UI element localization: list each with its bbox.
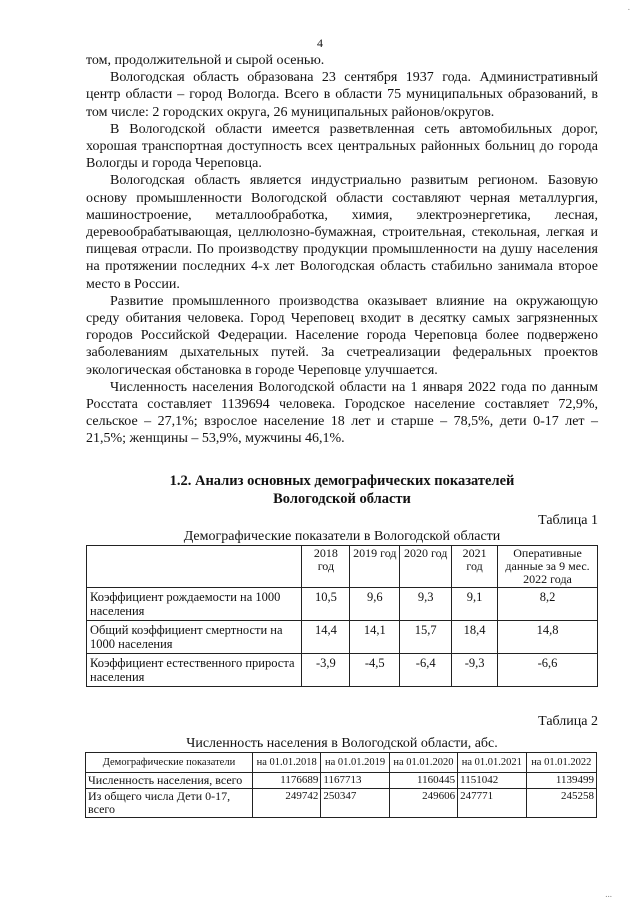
table-cell: 1139499 [526,773,596,789]
population-table [85,752,597,818]
table-cell: -6,6 [498,653,598,686]
table-cell: 1176689 [252,773,320,789]
paragraph-formation: Вологодская область образована 23 сентября 1937 года. Административный центр области – город Вологда. Всего в области 75 муниципальных образований, в том числе: 2 городских округа, 26 муниципальных районов/округов. [86,70,598,120]
table-cell: -9,3 [452,653,498,686]
table-header-cell: на 01.01.2019 [321,753,389,773]
table-header-cell: на 01.01.2021 [458,753,526,773]
table-cell: 249742 [252,789,320,818]
table2-label: Таблица 2 [538,713,598,729]
page-number: 4 [317,36,323,50]
table-header-cell: на 01.01.2022 [526,753,596,773]
row-label: Численность населения, всего [86,773,253,789]
table-row [87,587,598,620]
table1-caption: Демографические показатели в Вологодской области [183,528,501,544]
row-label: Общий коэффициент смертности на 1000 населения [87,620,302,653]
footer-mark: ... [605,889,612,899]
table-header-cell [87,545,302,587]
table-cell: 14,8 [498,620,598,653]
table-cell: 15,7 [400,620,452,653]
paragraph-population: Численность населения Вологодской области на 1 января 2022 года по данным Росстата составляет 1139694 человека. Городское население составляет 72,9%, сельское – 27,1%; взрослое население 18 лет и старше – 78,5%, дети 0-17 лет – 21,5%; женщины – 53,9%, мужчины 46,1%. [86,379,598,447]
table-cell: 10,5 [302,587,350,620]
row-label: Из общего числа Дети 0-17, всего [86,789,253,818]
section-title-line2: Вологодской области [273,490,411,507]
table-header-row [87,545,598,587]
demographic-indicators-table [86,545,598,687]
table-cell: 1167713 [321,773,389,789]
table-cell: 249606 [389,789,457,818]
table-header-cell: на 01.01.2020 [389,753,457,773]
paragraph-environment: Развитие промышленного производства оказывает влияние на окружающую среду обитания человека. Город Череповец входит в десятку самых загрязненных городов Российской Федерации. Население города Череповца более подвержено заболеваниям дыхательных путей. За счетреализации федеральных проектов экологическая обстановка в городе Череповце улучшается. [86,293,598,378]
table-cell: 1160445 [389,773,457,789]
table-row [86,773,597,789]
row-label: Коэффициент естественного прироста населения [87,653,302,686]
table-header-cell: 2019 год [350,545,400,587]
table-cell: 1151042 [458,773,526,789]
corner-mark: . [627,2,630,12]
table-header-row [86,753,597,773]
section-title [86,472,598,508]
table-header-cell: на 01.01.2018 [252,753,320,773]
table-cell: 247771 [458,789,526,818]
table-cell: -4,5 [350,653,400,686]
document-body [86,52,598,818]
table-row [86,789,597,818]
table-cell: 9,6 [350,587,400,620]
row-label: Коэффициент рождаемости на 1000 населения [87,587,302,620]
paragraph-industry: Вологодская область является индустриально развитым регионом. Базовую основу промышленности Вологодской области составляют черная металлургия, машиностроение, металлообработка, химия, электроэнергетика, лесная, деревообрабатывающая, целлюлозно-бумажная, строительная, стекольная, легкая и пищевая отрасли. По производству продукции промышленности на душу населения на протяжении последних 4-х лет Вологодская область стабильно занимала второе место в России. [86,173,598,292]
table-row [87,620,598,653]
table-header-cell: 2021 год [452,545,498,587]
table-cell: 14,1 [350,620,400,653]
table-cell: 9,3 [400,587,452,620]
table-cell: 14,4 [302,620,350,653]
table-row [87,653,598,686]
table-cell: 250347 [321,789,389,818]
section-title-line1: 1.2. Анализ основных демографических показателей [169,472,515,489]
table-cell: 18,4 [452,620,498,653]
table-header-cell: Оперативные данные за 9 мес. 2022 года [498,545,598,587]
table-cell: -3,9 [302,653,350,686]
table1-label: Таблица 1 [538,512,598,528]
table-cell: 245258 [526,789,596,818]
table-cell: -6,4 [400,653,452,686]
paragraph-continuation: том, продолжительной и сырой осенью. [86,53,325,68]
table-header-cell: Демографические показатели [86,753,253,773]
table-cell: 8,2 [498,587,598,620]
table-header-cell: 2018 год [302,545,350,587]
paragraph-roads: В Вологодской области имеется разветвленная сеть автомобильных дорог, хорошая транспортная доступность всех центральных районных больниц до города Вологды и города Череповца. [86,121,598,172]
table2-caption: Численность населения в Вологодской области, абс. [186,736,498,752]
table-header-cell: 2020 год [400,545,452,587]
table-cell: 9,1 [452,587,498,620]
